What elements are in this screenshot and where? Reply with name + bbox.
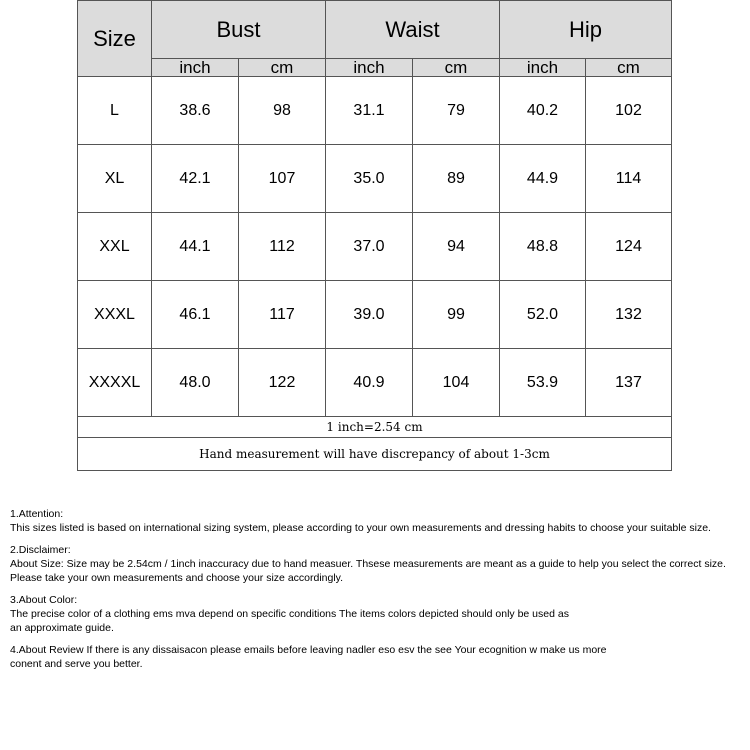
waist-inch-cell: 39.0 xyxy=(326,281,413,349)
waist-header: Waist xyxy=(326,1,500,59)
note-text: an approximate guide. xyxy=(10,622,114,634)
bust-cm-cell: 107 xyxy=(239,145,326,213)
unit-label: inch xyxy=(500,59,586,77)
hip-header: Hip xyxy=(500,1,672,59)
size-header: Size xyxy=(78,1,152,77)
note-text: 4.About Review If there is any dissaisacon please emails before leaving nadler eso esv the see Your ecognition w make us more xyxy=(10,644,607,656)
hip-cm-cell: 132 xyxy=(586,281,672,349)
measurement-note-row xyxy=(78,438,672,471)
size-cell: XL xyxy=(78,145,152,213)
disclaimer-note xyxy=(10,543,745,585)
waist-cm-cell: 94 xyxy=(413,213,500,281)
table-row xyxy=(78,213,672,281)
bust-cm-cell: 98 xyxy=(239,77,326,145)
unit-label: inch xyxy=(152,59,239,77)
hip-inch-cell: 40.2 xyxy=(500,77,586,145)
unit-label: cm xyxy=(239,59,326,77)
unit-row xyxy=(78,59,672,77)
conversion-note-row xyxy=(78,417,672,438)
bust-inch-cell: 44.1 xyxy=(152,213,239,281)
note-title: 2.Disclaimer: xyxy=(10,544,71,556)
note-title: 1.Attention: xyxy=(10,508,64,520)
note-text: conent and serve you better. xyxy=(10,658,143,670)
hip-cm-cell: 102 xyxy=(586,77,672,145)
table-row xyxy=(78,281,672,349)
hip-inch-cell: 52.0 xyxy=(500,281,586,349)
waist-inch-cell: 35.0 xyxy=(326,145,413,213)
table-row xyxy=(78,145,672,213)
size-cell: L xyxy=(78,77,152,145)
waist-cm-cell: 89 xyxy=(413,145,500,213)
table-row xyxy=(78,77,672,145)
hip-inch-cell: 44.9 xyxy=(500,145,586,213)
bust-inch-cell: 42.1 xyxy=(152,145,239,213)
hip-inch-cell: 48.8 xyxy=(500,213,586,281)
unit-label: cm xyxy=(413,59,500,77)
bust-cm-cell: 117 xyxy=(239,281,326,349)
bust-inch-cell: 46.1 xyxy=(152,281,239,349)
color-note xyxy=(10,593,745,635)
hip-inch-cell: 53.9 xyxy=(500,349,586,417)
bust-cm-cell: 112 xyxy=(239,213,326,281)
bust-inch-cell: 38.6 xyxy=(152,77,239,145)
hip-cm-cell: 124 xyxy=(586,213,672,281)
note-text: This sizes listed is based on international sizing system, please according to your own measurements and dressing habits to choose your suitable size. xyxy=(10,522,711,534)
size-cell: XXL xyxy=(78,213,152,281)
attention-note xyxy=(10,507,745,535)
note-text: About Size: Size may be 2.54cm / 1inch inaccuracy due to hand measuer. Thsese measurements are meant as a guide to help you select the correct size. xyxy=(10,558,726,570)
unit-label: inch xyxy=(326,59,413,77)
note-text: The precise color of a clothing ems mva depend on specific conditions The items colors depicted should only be used as xyxy=(10,608,569,620)
hip-cm-cell: 137 xyxy=(586,349,672,417)
table-row xyxy=(78,349,672,417)
review-note xyxy=(10,643,745,671)
bust-cm-cell: 122 xyxy=(239,349,326,417)
note-title: 3.About Color: xyxy=(10,594,78,606)
waist-cm-cell: 104 xyxy=(413,349,500,417)
bust-header: Bust xyxy=(152,1,326,59)
waist-inch-cell: 37.0 xyxy=(326,213,413,281)
waist-cm-cell: 79 xyxy=(413,77,500,145)
size-chart-table xyxy=(77,0,672,471)
measurement-note: Hand measurement will have discrepancy of about 1-3cm xyxy=(78,438,672,471)
hip-cm-cell: 114 xyxy=(586,145,672,213)
size-cell: XXXXL xyxy=(78,349,152,417)
unit-label: cm xyxy=(586,59,672,77)
waist-inch-cell: 31.1 xyxy=(326,77,413,145)
header-row xyxy=(78,1,672,59)
conversion-note: 1 inch=2.54 cm xyxy=(78,417,672,438)
waist-cm-cell: 99 xyxy=(413,281,500,349)
bust-inch-cell: 48.0 xyxy=(152,349,239,417)
waist-inch-cell: 40.9 xyxy=(326,349,413,417)
notes-section xyxy=(10,507,745,679)
size-cell: XXXL xyxy=(78,281,152,349)
note-text: Please take your own measurements and choose your size accordingly. xyxy=(10,572,344,584)
